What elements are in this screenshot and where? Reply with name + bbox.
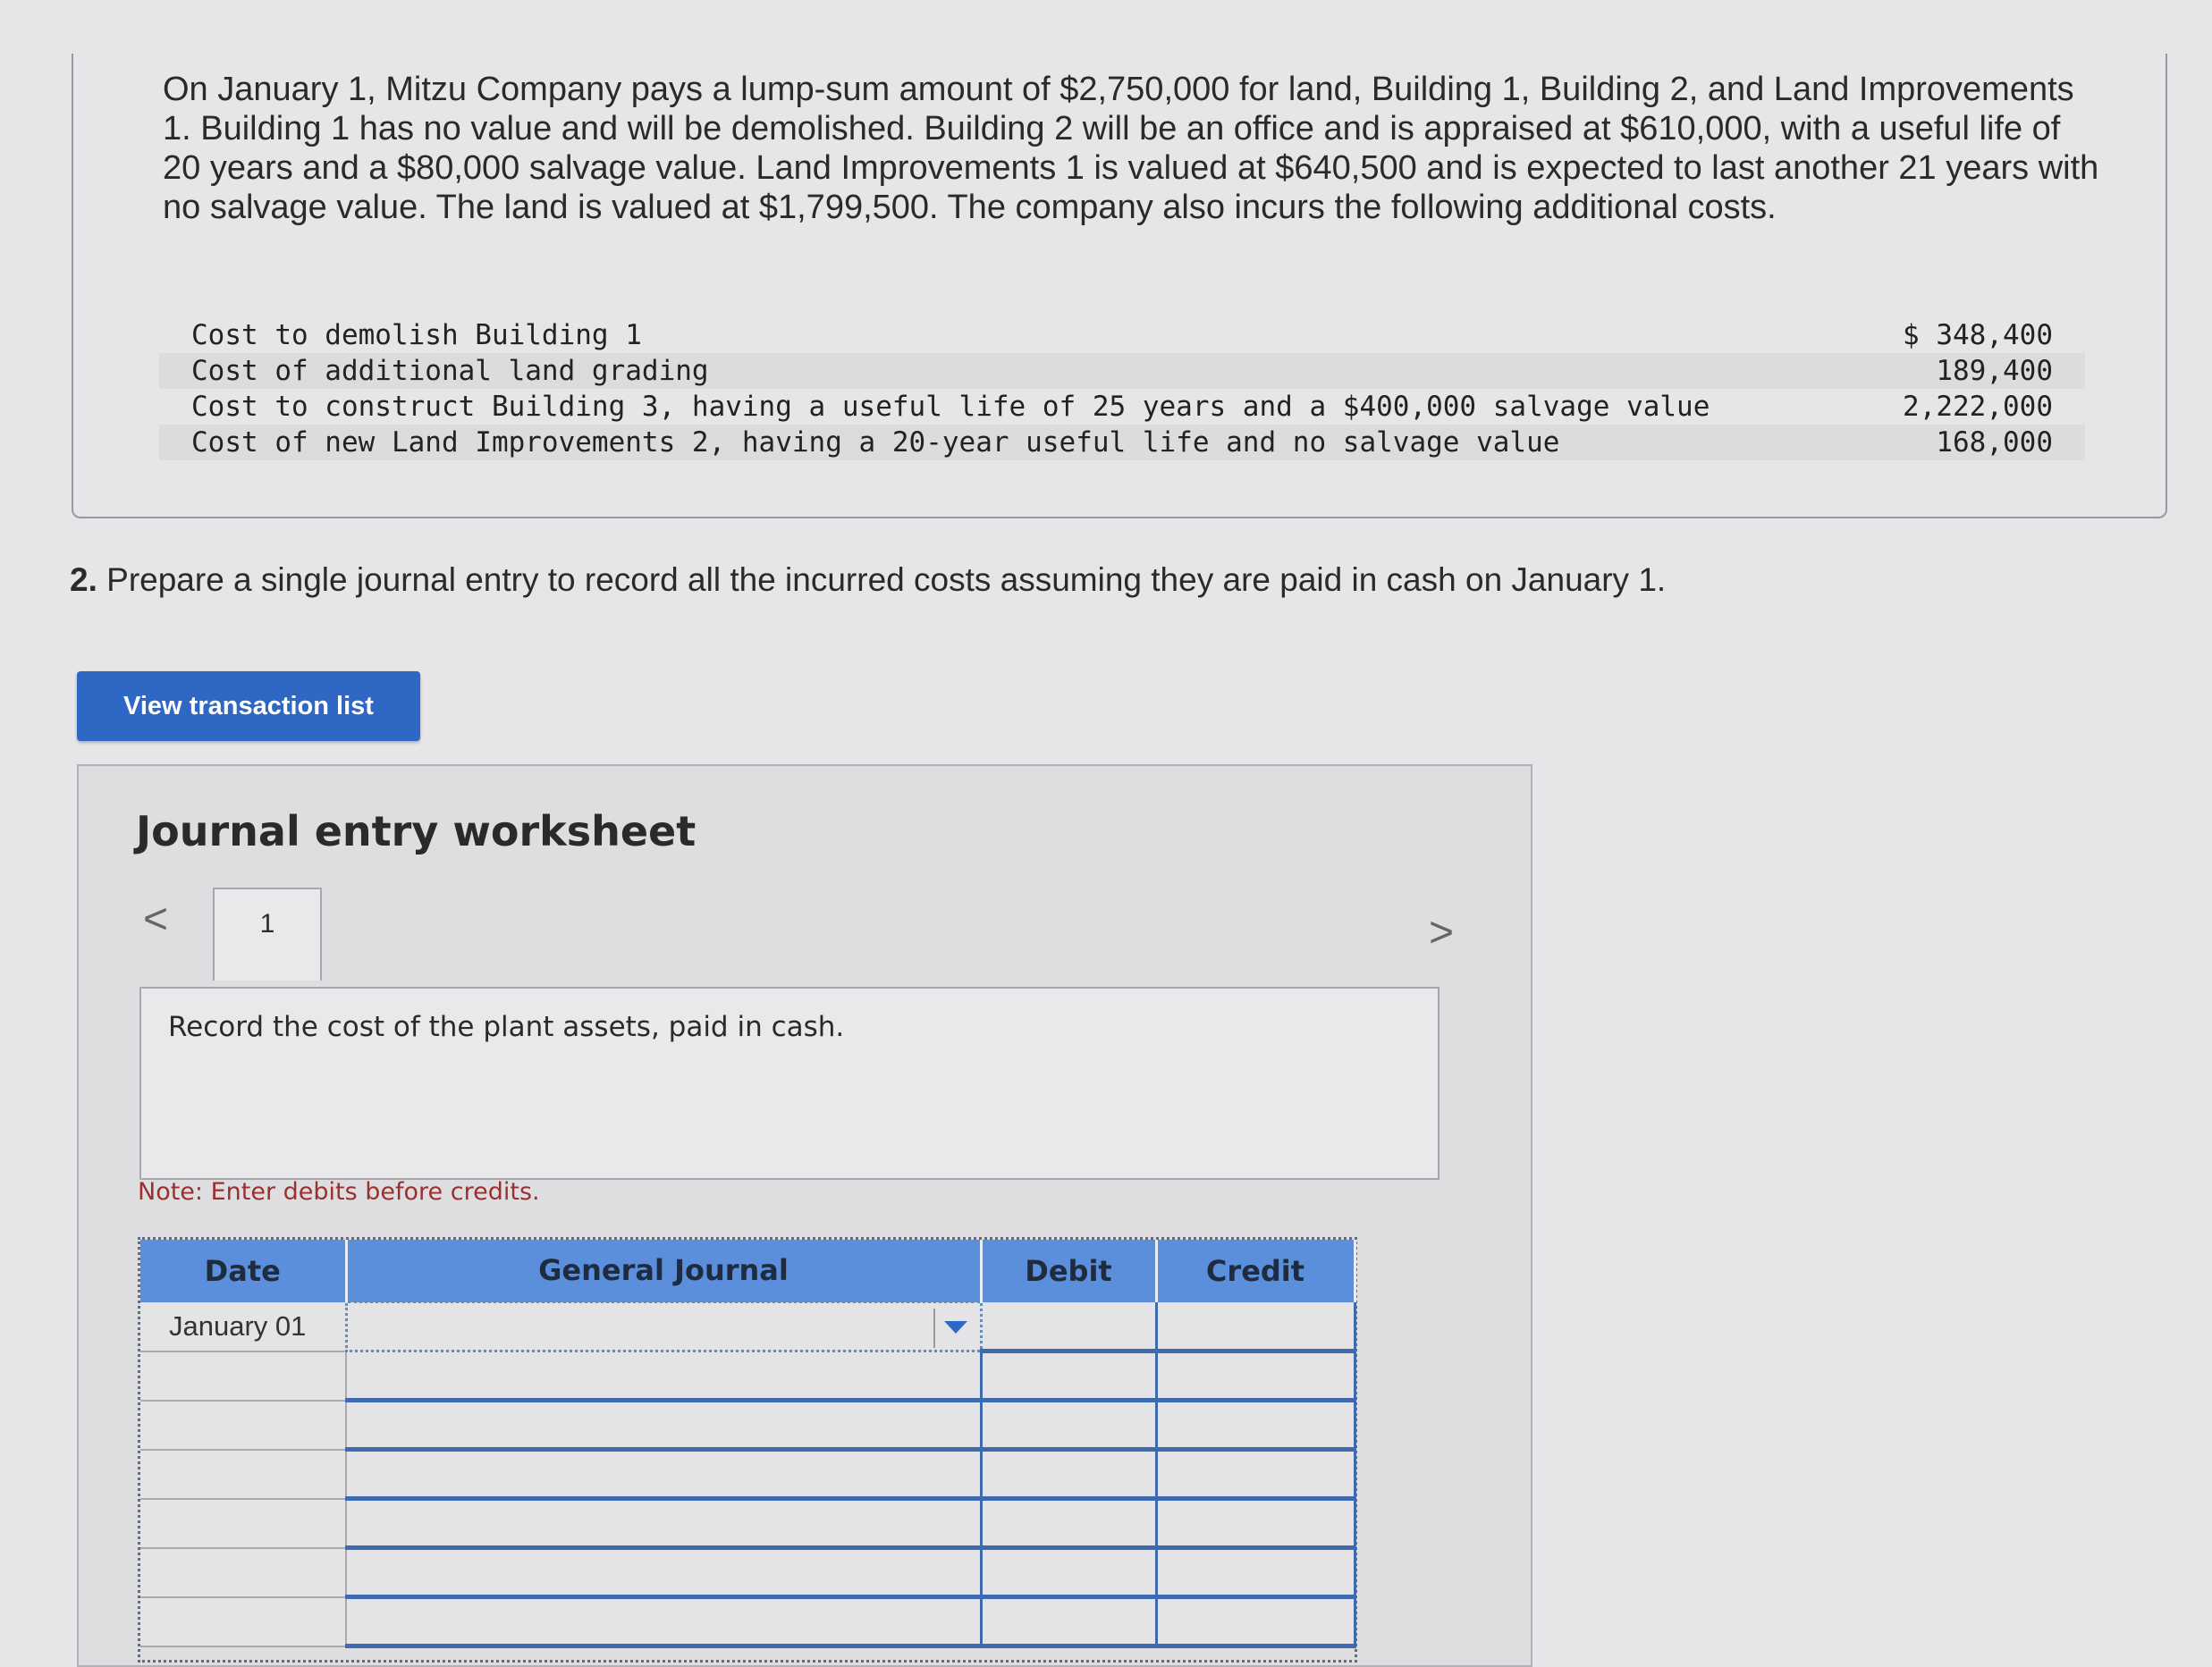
credit-input[interactable] — [1156, 1499, 1355, 1548]
cost-amount: $ 348,400 — [1903, 319, 2053, 351]
journal-header-row — [140, 1240, 1355, 1302]
account-select[interactable] — [346, 1597, 981, 1646]
date-cell — [140, 1401, 346, 1450]
journal-row — [140, 1597, 1355, 1646]
dropdown-arrow-icon[interactable] — [944, 1321, 967, 1334]
cost-label: Cost of additional land grading — [159, 353, 1855, 389]
date-cell — [140, 1597, 346, 1646]
chevron-right-icon[interactable]: > — [1429, 909, 1455, 956]
cost-row — [159, 353, 2085, 389]
account-select[interactable] — [346, 1401, 981, 1450]
debit-input[interactable] — [981, 1597, 1156, 1646]
date-cell — [140, 1499, 346, 1548]
cost-label: Cost to construct Building 3, having a useful life of 25 years and a $400,000 salvage value — [191, 391, 1710, 423]
credit-input[interactable] — [1156, 1450, 1355, 1499]
column-header-general-journal: General Journal — [346, 1240, 981, 1302]
date-cell — [140, 1351, 346, 1401]
question-number: 2. — [70, 561, 97, 598]
credit-input[interactable] — [1156, 1597, 1355, 1646]
cost-label: Cost to demolish Building 1 — [191, 319, 642, 351]
debit-input[interactable] — [981, 1401, 1156, 1450]
credit-input[interactable] — [1156, 1548, 1355, 1597]
tab-label: 1 — [259, 909, 275, 939]
journal-row — [140, 1548, 1355, 1597]
cost-row — [159, 389, 2085, 425]
column-header-credit: Credit — [1156, 1240, 1355, 1302]
debit-input[interactable] — [981, 1450, 1156, 1499]
account-select[interactable] — [346, 1450, 981, 1499]
account-select[interactable] — [346, 1302, 981, 1351]
view-transaction-list-button[interactable]: View transaction list — [77, 671, 420, 741]
cost-row — [159, 425, 2085, 460]
column-header-debit: Debit — [981, 1240, 1156, 1302]
question — [70, 561, 1666, 599]
journal-table — [138, 1237, 1357, 1663]
journal-row — [140, 1499, 1355, 1548]
journal-row — [140, 1351, 1355, 1401]
journal-row — [140, 1401, 1355, 1450]
account-select[interactable] — [346, 1351, 981, 1401]
debit-input[interactable] — [981, 1499, 1156, 1548]
cost-label: Cost of new Land Improvements 2, having a 20-year useful life and no salvage value — [159, 425, 1855, 460]
credit-input[interactable] — [1156, 1351, 1355, 1401]
debit-input[interactable] — [981, 1548, 1156, 1597]
account-select[interactable] — [346, 1499, 981, 1548]
cost-row — [159, 317, 2085, 353]
account-select[interactable] — [346, 1548, 981, 1597]
debit-input[interactable] — [981, 1351, 1156, 1401]
debit-input[interactable] — [981, 1302, 1156, 1351]
date-cell — [140, 1548, 346, 1597]
cost-amount: 2,222,000 — [1903, 391, 2053, 423]
cost-amount: 189,400 — [1855, 353, 2085, 389]
chevron-left-icon[interactable]: < — [143, 896, 169, 943]
instruction-text: Record the cost of the plant assets, paid in cash. — [168, 1011, 845, 1043]
credit-input[interactable] — [1156, 1401, 1355, 1450]
question-text: Prepare a single journal entry to record all the incurred costs assuming they are paid in cash on January 1. — [106, 561, 1667, 598]
cost-amount: 168,000 — [1855, 425, 2085, 460]
journal-row — [140, 1450, 1355, 1499]
worksheet-title: Journal entry worksheet — [136, 807, 697, 855]
journal-row — [140, 1302, 1355, 1351]
date-cell — [140, 1450, 346, 1499]
date-cell: January 01 — [140, 1302, 346, 1351]
column-header-date: Date — [140, 1240, 346, 1302]
tab-1[interactable] — [213, 888, 322, 981]
additional-costs-table — [159, 317, 2085, 460]
note-text: Note: Enter debits before credits. — [138, 1178, 540, 1206]
problem-text: On January 1, Mitzu Company pays a lump-sum amount of $2,750,000 for land, Building 1, Building 2, and Land Improvements 1. Building 1 has no value and will be demolished. Building 2 will be an office and is appraised at $610,000, with a useful life of 20 years and a $80,000 salvage value. Land Improvements 1 is valued at $640,500 and is expected to last another 21 years with no salvage value. The land is valued at $1,799,500. The company also incurs the following additional costs. — [163, 71, 2099, 226]
dropdown-separator — [933, 1309, 935, 1348]
credit-input[interactable] — [1156, 1302, 1355, 1351]
